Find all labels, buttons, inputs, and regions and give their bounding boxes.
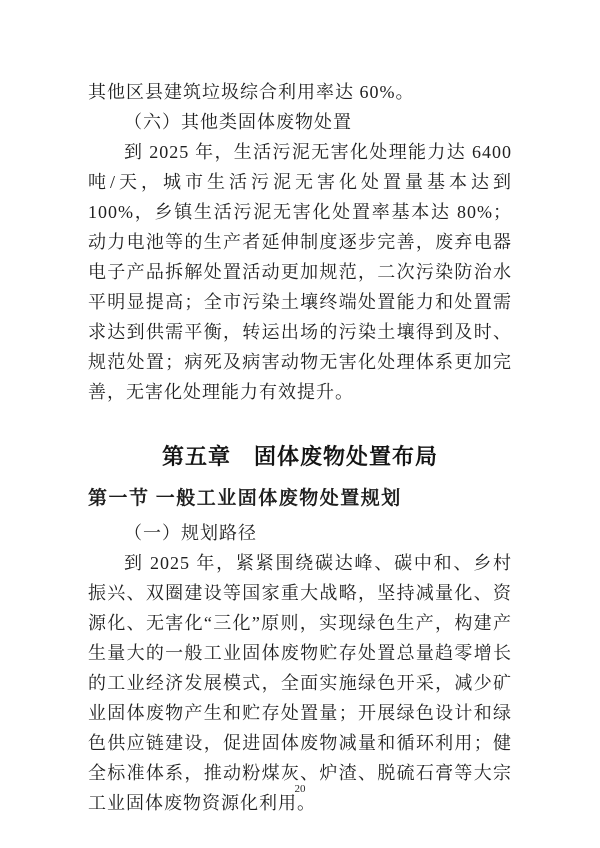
text-column — [88, 77, 512, 818]
subsection-heading-one: （一）规划路径 — [124, 523, 257, 543]
paragraph-continuation-line: 其他区县建筑垃圾综合利用率达 60%。 — [88, 82, 415, 102]
page-number: 20 — [294, 783, 306, 795]
paragraph-other-solid-waste: 到 2025 年，生活污泥无害化处理能力达 6400 吨/天，城市生活污泥无害化处置量基本达到 100%，乡镇生活污泥无害化处置率基本达 80%；动力电池等的生产者延伸制度逐步完善，废弃电器电子产品拆解处置活动更加规范，二次污染防治水平明显提高；全市污染土壤终端处置能力和处置需求达到供需平衡，转运出场的污染土壤得到及时、规范处置；病死及病害动物无害化处理体系更加完善，无害化处理能力有效提升。 — [88, 142, 512, 402]
subsection-heading-six: （六）其他类固体废物处置 — [124, 112, 352, 132]
paragraph-planning-path: 到 2025 年，紧紧围绕碳达峰、碳中和、乡村振兴、双圈建设等国家重大战略，坚持减量化、资源化、无害化“三化”原则，实现绿色生产，构建产生量大的一般工业固体废物贮存处置总量趋零增长的工业经济发展模式，全面实施绿色开采，减少矿业固体废物产生和贮存处置量；开展绿色设计和绿色供应链建设，促进固体废物减量和循环利用；健全标准体系，推动粉煤灰、炉渣、脱硫石膏等大宗工业固体废物资源化利用。 — [88, 553, 512, 813]
section-heading: 第一节 一般工业固体废物处置规划 — [88, 488, 402, 509]
chapter-heading: 第五章 固体废物处置布局 — [161, 445, 438, 470]
